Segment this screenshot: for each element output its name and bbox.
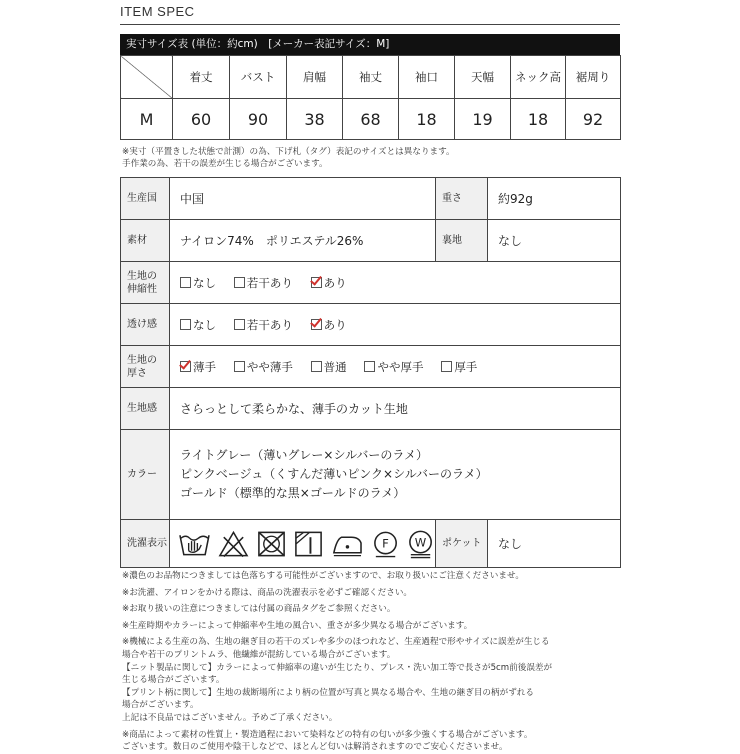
- size-column-header: 袖口: [399, 56, 455, 99]
- table-row: [121, 99, 621, 140]
- material-label: 素材: [121, 220, 170, 262]
- wet-clean-w-icon: [406, 529, 435, 559]
- notes-section: [122, 570, 622, 754]
- option-label: あり: [323, 317, 347, 332]
- pocket-label: ポケット: [436, 520, 488, 568]
- checkbox: [364, 361, 375, 372]
- svg-text:W: W: [414, 534, 427, 549]
- color-label: カラー: [121, 430, 170, 520]
- sheer-label: 透け感: [121, 304, 170, 346]
- title-divider: [120, 24, 620, 25]
- sheer-option: [311, 317, 347, 333]
- note-line: ※生産時期やカラーによって伸縮率や生地の風合い、重さが多少異なる場合がございます。: [122, 620, 473, 631]
- thickness-option: [364, 359, 423, 375]
- size-value-cell: 68: [343, 99, 399, 140]
- table-row: [121, 220, 621, 262]
- checkbox-checked: [180, 361, 191, 372]
- table-row: [121, 304, 621, 346]
- checkbox: [441, 361, 452, 372]
- stretch-label-line: 伸縮性: [127, 283, 157, 295]
- material-value: ナイロン74% ポリエステル26%: [170, 220, 436, 262]
- note-line: 生じる場合がございます。: [122, 675, 225, 686]
- size-column-header: 肩幅: [287, 56, 343, 99]
- stretch-option: [311, 275, 347, 291]
- size-note-line: ※実寸（平置きした状態で計測）の為、下げ札（タグ）表記のサイズとは異なります。: [122, 147, 455, 157]
- page-title: ITEM SPEC: [120, 4, 195, 19]
- size-value-cell: 19: [455, 99, 511, 140]
- size-value-cell: 90: [230, 99, 287, 140]
- weight-label: 重さ: [436, 178, 488, 220]
- feel-value: さらっとして柔らかな、薄手のカット生地: [170, 388, 621, 430]
- note-line: ※濃色のお品物につきましては色落ちする可能性がございますので、お取り扱いにご注意くださいませ。: [122, 571, 524, 581]
- table-row: [121, 520, 621, 568]
- checkbox: [234, 361, 245, 372]
- option-label: やや厚手: [377, 359, 424, 374]
- note-line: ※お取り扱いの注意につきましては付属の商品タグをご参照ください。: [122, 604, 396, 615]
- note-line: ※商品によって素材の性質上・製造過程において染料などの特有の匂いが多少強くする場合がございます。: [122, 729, 533, 740]
- sheer-options: [170, 304, 621, 346]
- option-label: なし: [193, 317, 216, 332]
- checkbox: [234, 277, 245, 288]
- option-label: 普通: [323, 359, 347, 374]
- care-label: 洗濯表示: [121, 520, 170, 568]
- weight-value: 約92g: [488, 178, 621, 220]
- size-notes: [122, 146, 455, 170]
- thickness-label: [121, 346, 170, 388]
- stretch-option: [234, 275, 293, 291]
- option-label: 若干あり: [246, 275, 293, 290]
- size-column-header: ネック高: [511, 56, 566, 99]
- lining-label: 裏地: [436, 220, 488, 262]
- note-line: 【プリント柄に関して】生地の裁断場所により柄の位置が写真と異なる場合や、生地の継ぎ目の柄がずれる: [122, 687, 534, 698]
- hand-wash-icon: [178, 529, 211, 559]
- option-label: 若干あり: [246, 317, 293, 332]
- note-line: 上記は不良品ではございません。予めご了承ください。: [122, 712, 338, 723]
- thickness-options: [170, 346, 621, 388]
- size-column-header: バスト: [230, 56, 287, 99]
- checkbox: [234, 319, 245, 330]
- checkbox: [180, 319, 191, 330]
- size-column-header: 着丈: [173, 56, 230, 99]
- line-dry-shade-icon: [293, 529, 324, 559]
- checkbox: [180, 277, 191, 288]
- lining-value: なし: [488, 220, 621, 262]
- stretch-options: [170, 262, 621, 304]
- table-row: [121, 388, 621, 430]
- note-line: ※機械による生産の為、生地の継ぎ目の若干のズレや多少のほつれなど、生産過程で形やサイズに誤差が生じる: [122, 637, 550, 648]
- size-column-header: 袖丈: [343, 56, 399, 99]
- stretch-label: [121, 262, 170, 304]
- thickness-label-line: 厚さ: [127, 367, 147, 379]
- option-label: 厚手: [454, 359, 478, 374]
- thickness-option: [180, 359, 216, 375]
- thickness-option: [441, 359, 477, 375]
- pocket-value: なし: [488, 520, 621, 568]
- color-item: ピンクベージュ（くすんだ薄いピンク×シルバーのラメ）: [180, 467, 488, 481]
- size-value-cell: 18: [399, 99, 455, 140]
- color-item: ゴールド（標準的な黒×ゴールドのラメ）: [180, 486, 406, 500]
- thickness-option: [311, 359, 347, 375]
- checkbox-checked: [311, 319, 322, 330]
- table-row: [121, 346, 621, 388]
- note-line: 【ニット製品に関して】カラーによって伸縮率の違いが生じたり、プレス・洗い加工等で長さが5cm前後誤差が: [122, 662, 553, 673]
- size-note-line: 手作業の為、若干の誤差が生じる場合がございます。: [122, 159, 328, 169]
- size-table-header-row: [121, 56, 621, 99]
- option-label: あり: [323, 275, 347, 290]
- table-row: [121, 178, 621, 220]
- option-label: 薄手: [193, 359, 216, 374]
- checkbox: [311, 361, 322, 372]
- size-column-header: 天幅: [455, 56, 511, 99]
- care-icons: [170, 520, 436, 568]
- option-label: やや薄手: [246, 359, 293, 374]
- option-label: なし: [193, 275, 216, 290]
- size-value-cell: 92: [566, 99, 621, 140]
- no-bleach-icon: [217, 529, 250, 559]
- sheer-option: [180, 317, 216, 333]
- size-value-cell: 18: [511, 99, 566, 140]
- feel-label: 生地感: [121, 388, 170, 430]
- iron-low-icon: [330, 529, 365, 559]
- spec-table: [120, 177, 621, 568]
- origin-label: 生産国: [121, 178, 170, 220]
- origin-value: 中国: [170, 178, 436, 220]
- color-item: ライトグレー（薄いグレー×シルバーのラメ）: [180, 448, 428, 462]
- size-value-cell: 60: [173, 99, 230, 140]
- table-row: [121, 262, 621, 304]
- size-value-cell: 38: [287, 99, 343, 140]
- checkbox-checked: [311, 277, 322, 288]
- dry-clean-f-icon: [371, 529, 400, 559]
- size-name-cell: M: [121, 99, 173, 140]
- note-line: ございます。数日のご使用や陰干しなどで、ほとんど匂いは解消されますのでご安心くださいませ。: [122, 742, 508, 753]
- note-line: 場合や若干のプリントムラ、他繊維が混紡している場合がございます。: [122, 649, 396, 660]
- note-line: 場合がございます。: [122, 700, 199, 711]
- sheer-option: [234, 317, 293, 333]
- size-table: [120, 55, 621, 140]
- size-column-header: 裾周り: [566, 56, 621, 99]
- thickness-option: [234, 359, 293, 375]
- thickness-label-line: 生地の: [127, 354, 157, 366]
- no-tumble-dry-icon: [256, 529, 287, 559]
- color-list: [170, 430, 621, 520]
- stretch-option: [180, 275, 216, 291]
- stretch-label-line: 生地の: [127, 270, 157, 282]
- table-row: [121, 430, 621, 520]
- size-table-corner-cell: [121, 56, 173, 99]
- size-table-caption: 実寸サイズ表 (単位：約cm) [メーカー表記サイズ：M]: [120, 34, 620, 55]
- note-line: ※お洗濯、アイロンをかける際は、商品の洗濯表示を必ずご確認ください。: [122, 587, 413, 598]
- svg-text:F: F: [382, 535, 389, 550]
